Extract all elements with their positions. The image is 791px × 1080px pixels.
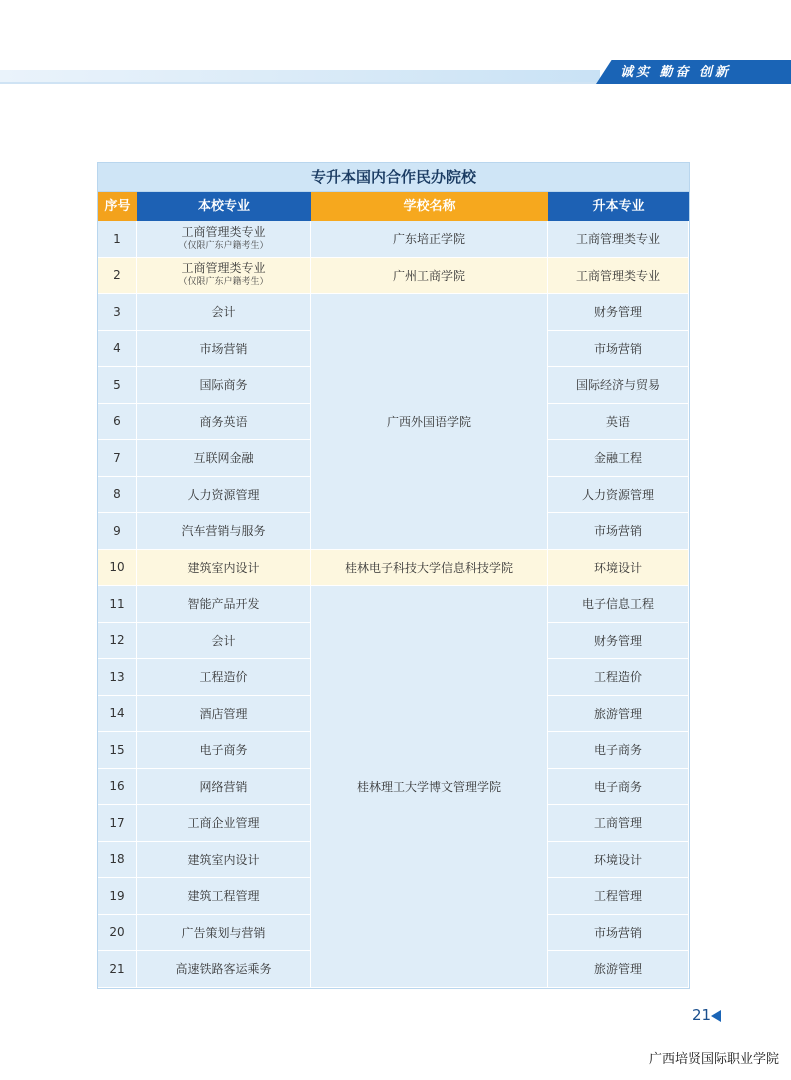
- row-upgrade-major: 财务管理: [548, 623, 689, 660]
- table-header: [98, 192, 689, 221]
- school-name: 桂林理工大学博文管理学院: [311, 586, 548, 988]
- row-major: 市场营销: [137, 331, 311, 368]
- row-major: 会计: [137, 294, 311, 331]
- header-school: 学校名称: [311, 192, 548, 221]
- major-name: 工商管理类专业: [181, 224, 266, 239]
- header-upgrade-major: 升本专业: [548, 192, 689, 221]
- school-name: 广西外国语学院: [311, 294, 548, 550]
- row-major: 工商企业管理: [137, 805, 311, 842]
- row-no: 5: [98, 367, 137, 404]
- page-arrow-icon: [711, 1010, 721, 1022]
- row-upgrade-major: 旅游管理: [548, 696, 689, 733]
- row-major: 会计: [137, 623, 311, 660]
- row-upgrade-major: 工程管理: [548, 878, 689, 915]
- row-major: 汽车营销与服务: [137, 513, 311, 550]
- major-note: （仅限广东户籍考生）: [178, 240, 269, 251]
- row-major: 广告策划与营销: [137, 915, 311, 952]
- row-major: 商务英语: [137, 404, 311, 441]
- header-no: 序号: [98, 192, 137, 221]
- cooperation-table: [97, 162, 690, 989]
- major-name: 工商管理类专业: [181, 261, 266, 276]
- row-major: [137, 221, 311, 258]
- row-no: 13: [98, 659, 137, 696]
- row-major: 酒店管理: [137, 696, 311, 733]
- row-no: 4: [98, 331, 137, 368]
- row-no: 15: [98, 732, 137, 769]
- row-upgrade-major: 工商管理: [548, 805, 689, 842]
- row-upgrade-major: 市场营销: [548, 915, 689, 952]
- row-upgrade-major: 环境设计: [548, 842, 689, 879]
- row-no: 10: [98, 550, 137, 587]
- school-name: 广东培正学院: [311, 221, 548, 258]
- row-major: 建筑室内设计: [137, 842, 311, 879]
- major-note: （仅限广东户籍考生）: [178, 277, 269, 288]
- row-major: 工程造价: [137, 659, 311, 696]
- row-no: 7: [98, 440, 137, 477]
- row-upgrade-major: 电子信息工程: [548, 586, 689, 623]
- row-upgrade-major: 人力资源管理: [548, 477, 689, 514]
- row-no: 3: [98, 294, 137, 331]
- row-major: 国际商务: [137, 367, 311, 404]
- table-body: [98, 221, 689, 988]
- row-upgrade-major: 市场营销: [548, 331, 689, 368]
- row-no: 1: [98, 221, 137, 258]
- header-motto: 诚实 勤奋 创新: [620, 65, 732, 80]
- row-major: 网络营销: [137, 769, 311, 806]
- row-no: 9: [98, 513, 137, 550]
- row-no: 12: [98, 623, 137, 660]
- row-no: 2: [98, 258, 137, 295]
- row-upgrade-major: 工程造价: [548, 659, 689, 696]
- row-major: 互联网金融: [137, 440, 311, 477]
- row-no: 11: [98, 586, 137, 623]
- row-upgrade-major: 环境设计: [548, 550, 689, 587]
- row-upgrade-major: 旅游管理: [548, 951, 689, 988]
- row-upgrade-major: 财务管理: [548, 294, 689, 331]
- row-no: 8: [98, 477, 137, 514]
- row-major: 建筑室内设计: [137, 550, 311, 587]
- school-name: 桂林电子科技大学信息科技学院: [311, 550, 548, 587]
- school-name: 广州工商学院: [311, 258, 548, 295]
- row-no: 18: [98, 842, 137, 879]
- row-upgrade-major: 金融工程: [548, 440, 689, 477]
- table-title: 专升本国内合作民办院校: [98, 163, 689, 192]
- row-no: 20: [98, 915, 137, 952]
- row-major: 电子商务: [137, 732, 311, 769]
- row-major: 高速铁路客运乘务: [137, 951, 311, 988]
- institution-name: 广西培贤国际职业学院: [648, 1052, 779, 1067]
- row-major: 建筑工程管理: [137, 878, 311, 915]
- row-no: 17: [98, 805, 137, 842]
- header-major: 本校专业: [137, 192, 311, 221]
- row-no: 6: [98, 404, 137, 441]
- row-upgrade-major: 市场营销: [548, 513, 689, 550]
- row-no: 19: [98, 878, 137, 915]
- row-upgrade-major: 国际经济与贸易: [548, 367, 689, 404]
- row-no: 21: [98, 951, 137, 988]
- row-major: [137, 258, 311, 295]
- row-major: 人力资源管理: [137, 477, 311, 514]
- row-no: 14: [98, 696, 137, 733]
- row-upgrade-major: 工商管理类专业: [548, 258, 689, 295]
- row-upgrade-major: 电子商务: [548, 769, 689, 806]
- row-major: 智能产品开发: [137, 586, 311, 623]
- row-upgrade-major: 英语: [548, 404, 689, 441]
- page-number: 21: [692, 1006, 712, 1024]
- row-upgrade-major: 电子商务: [548, 732, 689, 769]
- row-no: 16: [98, 769, 137, 806]
- row-upgrade-major: 工商管理类专业: [548, 221, 689, 258]
